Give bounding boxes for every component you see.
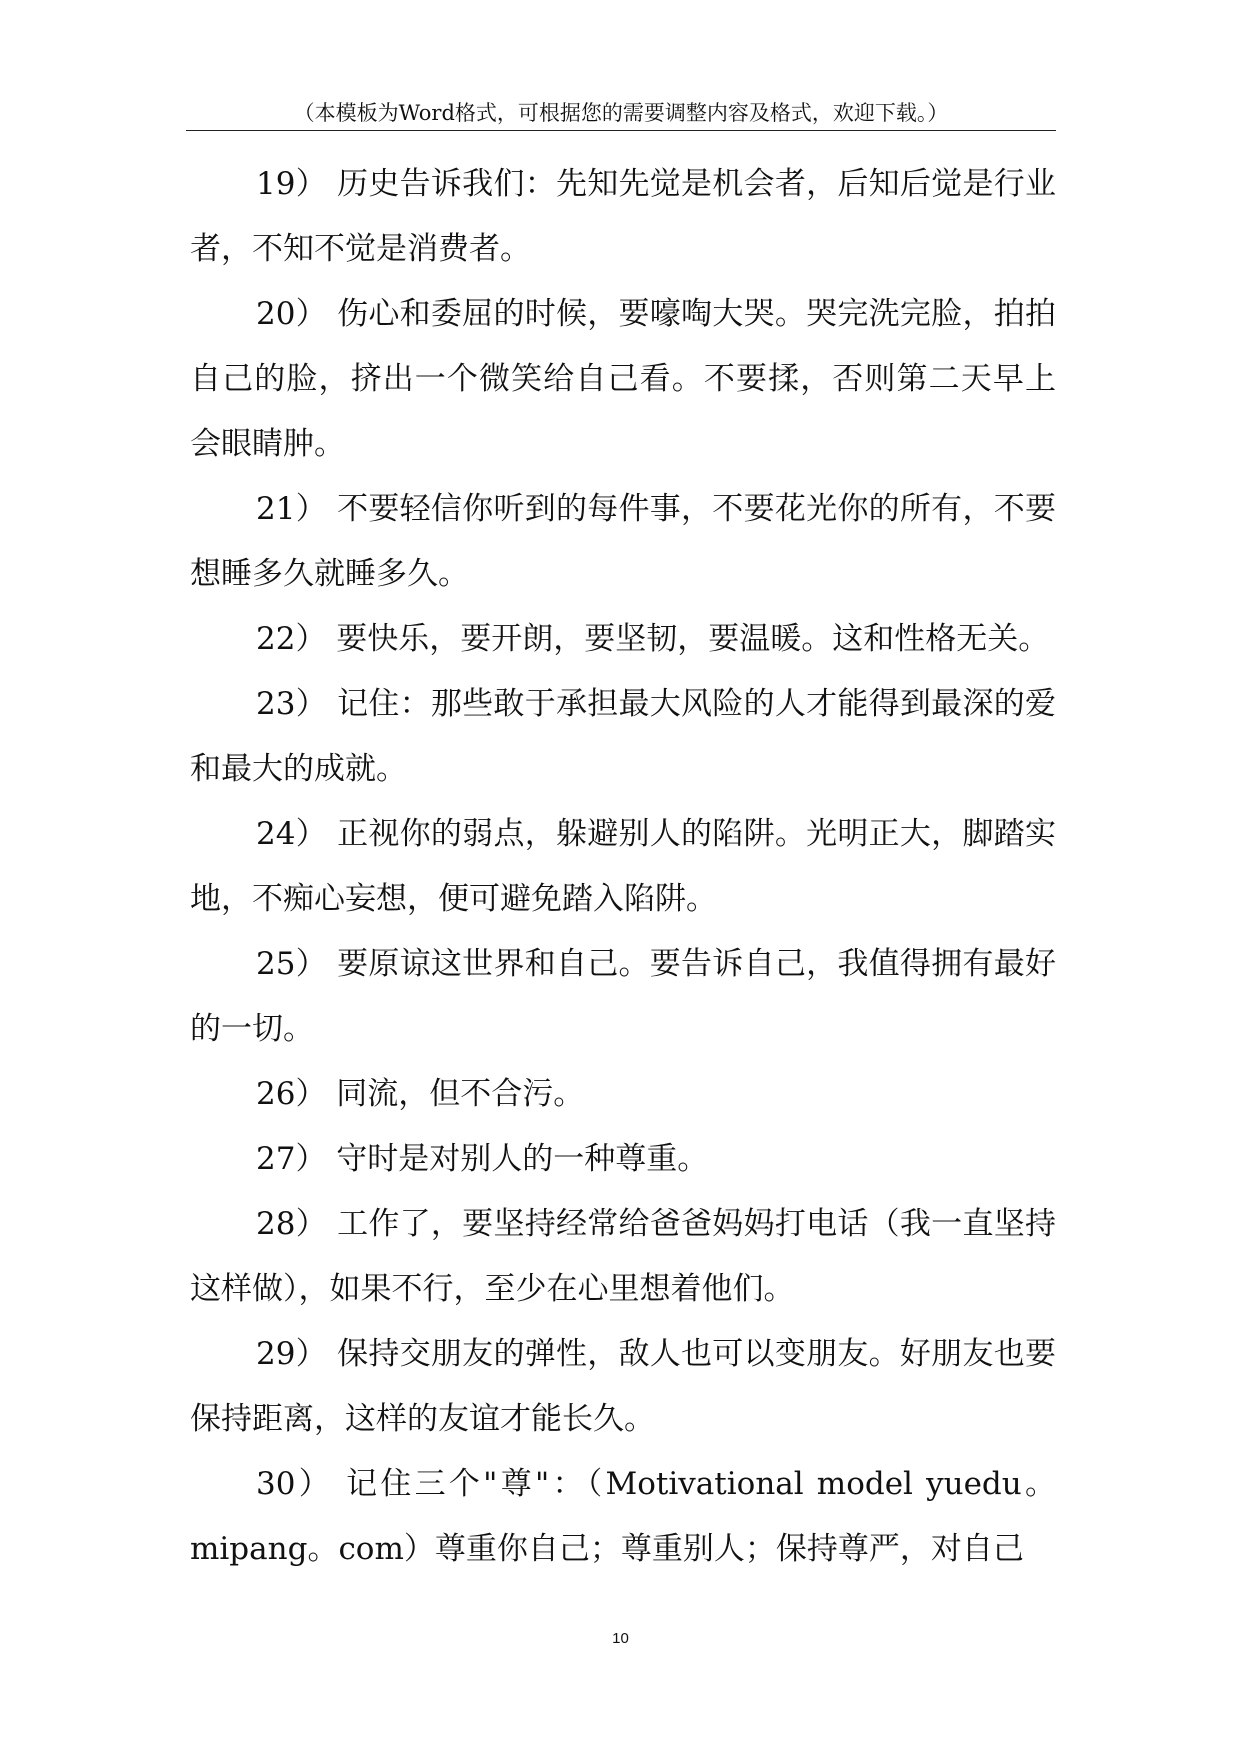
header-divider — [186, 130, 1056, 131]
paragraph-28: 28） 工作了，要坚持经常给爸爸妈妈打电话（我一直坚持这样做），如果不行，至少在心里想着他们。 — [190, 1206, 1056, 1307]
paragraph-27: 27） 守时是对别人的一种尊重。 — [256, 1141, 709, 1177]
page-number: 10 — [612, 1630, 629, 1647]
paragraph-29: 29） 保持交朋友的弹性，敌人也可以变朋友。好朋友也要保持距离，这样的友谊才能长久。 — [190, 1336, 1056, 1437]
paragraph-20: 20） 伤心和委屈的时候，要嚎啕大哭。哭完洗完脸，拍拍自己的脸，挤出一个微笑给自己看。不要揉，否则第二天早上会眼睛肿。 — [190, 296, 1056, 462]
paragraph-30: 30） 记住三个"尊"：（Motivational model yuedu。mipang。com）尊重你自己；尊重别人；保持尊严，对自己 — [190, 1466, 1056, 1567]
header-note: （本模板为Word格式，可根据您的需要调整内容及格式，欢迎下载。） — [293, 101, 949, 125]
paragraph-21: 21） 不要轻信你听到的每件事，不要花光你的所有，不要想睡多久就睡多久。 — [190, 491, 1056, 592]
paragraph-24: 24） 正视你的弱点，躲避别人的陷阱。光明正大，脚踏实地，不痴心妄想，便可避免踏入陷阱。 — [190, 816, 1056, 917]
paragraph-23: 23） 记住：那些敢于承担最大风险的人才能得到最深的爱和最大的成就。 — [190, 686, 1056, 787]
paragraph-26: 26） 同流，但不合污。 — [256, 1076, 585, 1112]
body-text — [190, 152, 1056, 1582]
paragraph-25: 25） 要原谅这世界和自己。要告诉自己，我值得拥有最好的一切。 — [190, 946, 1056, 1047]
paragraph-22: 22） 要快乐，要开朗，要坚韧，要温暖。这和性格无关。 — [256, 621, 1050, 657]
paragraph-19: 19） 历史告诉我们：先知先觉是机会者，后知后觉是行业者，不知不觉是消费者。 — [190, 166, 1056, 267]
